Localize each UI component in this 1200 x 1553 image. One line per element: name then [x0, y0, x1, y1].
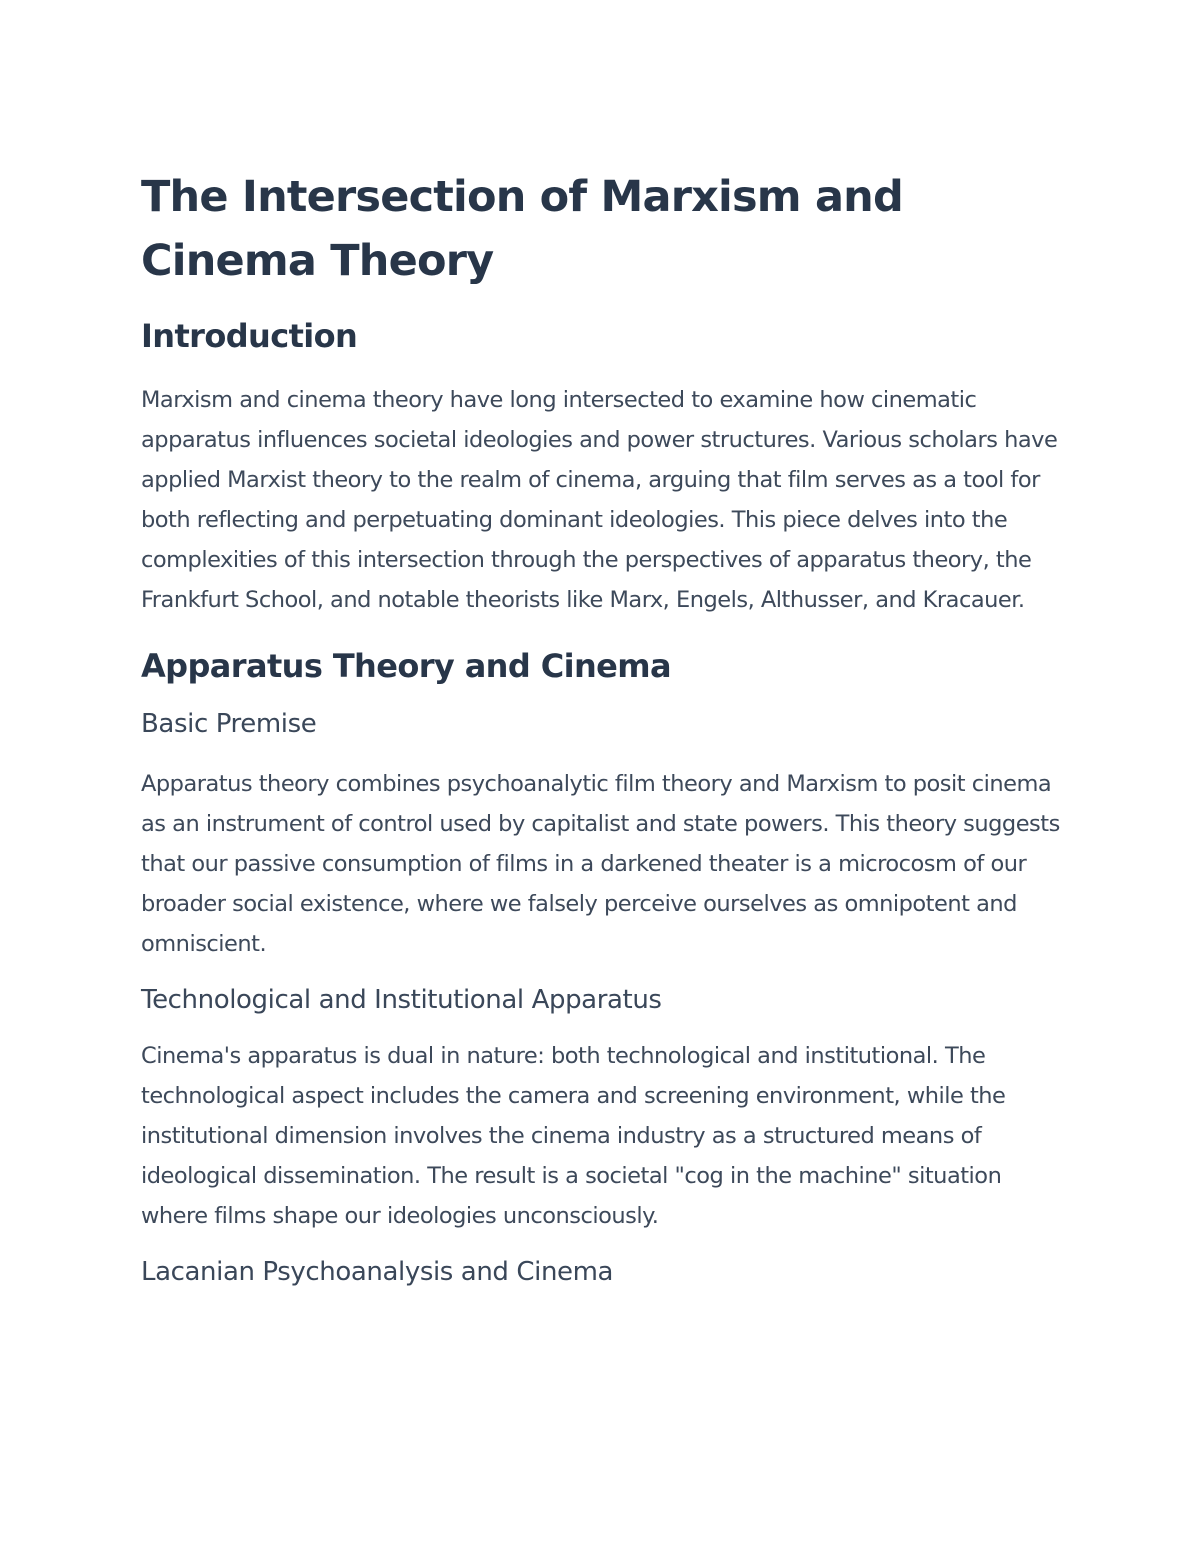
section-heading-apparatus-theory: Apparatus Theory and Cinema — [141, 647, 671, 685]
introduction-paragraph: Marxism and cinema theory have long intersected to examine how cinematic apparatus influences societal ideologies and power structures. Various scholars have applied Marxist theory to the realm of cinema, arguing that film serves as a tool for both reflecting and perpetuating dominant ideologies. This piece delves into the complexities of this intersection through the perspectives of apparatus theory, the Frankfurt School, and notable theorists like Marx, Engels, Althusser, and Kracauer. — [141, 387, 1058, 613]
basic-premise-paragraph: Apparatus theory combines psychoanalytic film theory and Marxism to posit cinema as an instrument of control used by capitalist and state powers. This theory suggests that our passive consumption of films in a darkened theater is a microcosm of our broader social existence, where we falsely perceive ourselves as omnipotent and omniscient. — [141, 771, 1060, 957]
technological-institutional-paragraph: Cinema's apparatus is dual in nature: both technological and institutional. The technological aspect includes the camera and screening environment, while the institutional dimension involves the cinema industry as a structured means of ideological dissemination. The result is a societal "cog in the machine" situation where films shape our ideologies unconsciously. — [141, 1043, 1006, 1229]
document-page — [141, 165, 1071, 1290]
document-title: The Intersection of Marxism and Cinema Theory — [141, 172, 903, 286]
subsection-heading-lacanian: Lacanian Psychoanalysis and Cinema — [141, 1257, 614, 1287]
section-heading-introduction: Introduction — [141, 317, 358, 355]
subsection-heading-technological-institutional: Technological and Institutional Apparatus — [141, 985, 662, 1015]
subsection-heading-basic-premise: Basic Premise — [141, 709, 317, 739]
